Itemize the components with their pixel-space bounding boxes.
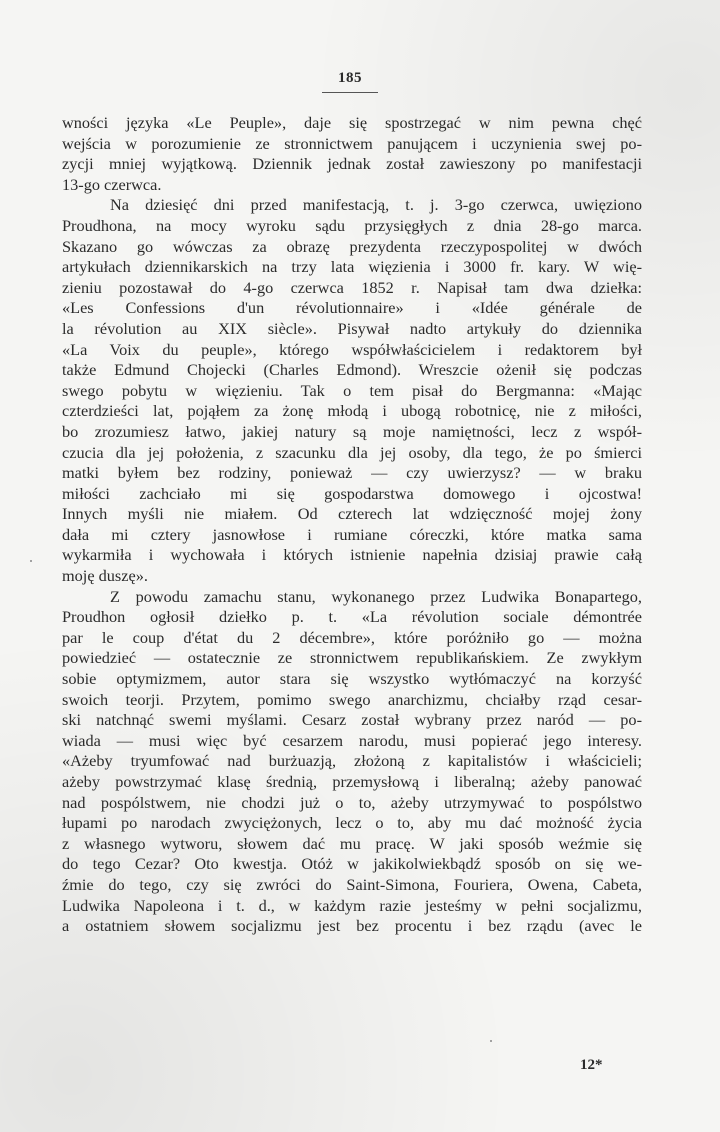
text-line: miłości zachciało mi się gospodarstwa domowego i ojcostwa! <box>62 483 642 503</box>
text-line: łupami po narodach zwyciężonych, lecz o to, aby mu dać możność życia <box>62 813 642 833</box>
text-line: swoich teorji. Przytem, pomimo swego anarchizmu, chciałby rząd cesar- <box>62 689 642 709</box>
text-line: zieniu pozostawał do 4-go czerwca 1852 r. Napisał tam dwa dziełka: <box>62 277 642 297</box>
text-line: artykułach dziennikarskich na trzy lata więzienia i 3000 fr. kary. W wię- <box>62 257 642 277</box>
text-line: źmie do tego, czy się zwróci do Saint-Simona, Fouriera, Owena, Cabeta, <box>62 874 642 894</box>
text-line: bo zrozumiesz łatwo, jakiej natury są moje namiętności, lecz z współ- <box>62 421 642 441</box>
page-number-rule <box>322 92 378 93</box>
text-line: Na dziesięć dni przed manifestacją, t. j. 3-go czerwca, uwięziono <box>110 195 642 215</box>
text-line: moję duszę». <box>62 566 148 586</box>
text-line: do tego Cezar? Oto kwestja. Otóż w jakikolwiekbądź sposób on się we- <box>62 854 642 874</box>
text-line: wykarmiła i wychowała i których istnienie napełnia dzisiaj prawie całą <box>62 545 642 565</box>
text-line: Innych myśli nie miałem. Od czterech lat wdzięczność mojej żony <box>62 504 642 524</box>
text-line: Skazano go wówczas za obrazę prezydenta rzeczypospolitej w dwóch <box>62 236 642 256</box>
text-line: par le coup d'état du 2 décembre», które poróżniło go — można <box>62 627 642 647</box>
text-line: 13-go czerwca. <box>62 174 162 194</box>
text-line: ski natchnąć swemi myślami. Cesarz został wybrany przez naród — po- <box>62 710 642 730</box>
text-line: «La Voix du peuple», którego współwłaścicielem i redaktorem był <box>62 339 642 359</box>
text-line: wejścia w porozumienie ze stronnictwem panującem i uczynienia swej po- <box>62 133 642 153</box>
text-line: sobie optymizmem, autor stara się wszystko wytłómaczyć na korzyść <box>62 669 642 689</box>
text-line: a ostatniem słowem socjalizmu jest bez procentu i bez rządu (avec le <box>62 916 642 936</box>
text-line: z własnego wytworu, słowem dać mu pracę. W jaki sposób weźmie się <box>62 833 642 853</box>
text-line: wności języka «Le Peuple», daje się spostrzegać w nim pewna chęć <box>62 113 642 132</box>
text-line: dała mi cztery jasnowłose i rumiane córeczki, które matka sama <box>62 524 642 544</box>
text-line: «Ażeby tryumfować nad burżuazją, złożoną z kapitalistów i właścicieli; <box>62 751 642 771</box>
text-line: ażeby powstrzymać klasę średnią, przemysłową i liberalną; ażeby panować <box>62 772 642 791</box>
text-line: powiedzieć — ostatecznie ze stronnictwem republikańskiem. Ze zwykłym <box>62 648 642 668</box>
text-line: Proudhon ogłosił dziełko p. t. «La révolution sociale démontrée <box>62 607 642 627</box>
print-speck <box>490 1040 492 1042</box>
text-line: czucia dla jej położenia, z szacunku dla jej osoby, dla tego, że po śmierci <box>62 442 642 462</box>
text-line: Ludwika Napoleona i t. d., w każdym razie jesteśmy w pełni socjalizmu, <box>62 895 642 915</box>
print-speck <box>30 560 32 562</box>
page-number: 185 <box>338 70 362 86</box>
text-line: Proudhona, na mocy wyroku sądu przysięgłych z dnia 28-go marca. <box>62 215 642 235</box>
text-line: zycji mniej wyjątkową. Dziennik jednak został zawieszony po manifestacji <box>62 154 642 174</box>
text-line: nad pospólstwem, nie chodzi już o to, ażeby utrzymywać to pospólstwo <box>62 792 642 812</box>
text-line: wiada — musi więc być cesarzem narodu, musi popierać jego interesy. <box>62 730 642 750</box>
body-text <box>62 113 642 937</box>
text-line: Z powodu zamachu stanu, wykonanego przez Ludwika Bonapartego, <box>110 586 642 606</box>
text-line: także Edmund Chojecki (Charles Edmond). Wreszcie ożenił się podczas <box>62 360 642 380</box>
text-line: matki byłem bez rodziny, ponieważ — czy uwierzysz? — w braku <box>62 463 642 483</box>
text-line: swego pobytu w więzieniu. Tak o tem pisał do Bergmanna: «Mając <box>62 380 642 400</box>
text-line: la révolution au XIX siècle». Pisywał nadto artykuły do dziennika <box>62 318 642 338</box>
signature-mark: 12* <box>580 1057 603 1073</box>
text-line: «Les Confessions d'un révolutionnaire» i «Idée générale de <box>62 298 642 318</box>
text-line: czterdzieści lat, pojąłem za żonę młodą i ubogą robotnicę, nie z miłości, <box>62 401 642 421</box>
